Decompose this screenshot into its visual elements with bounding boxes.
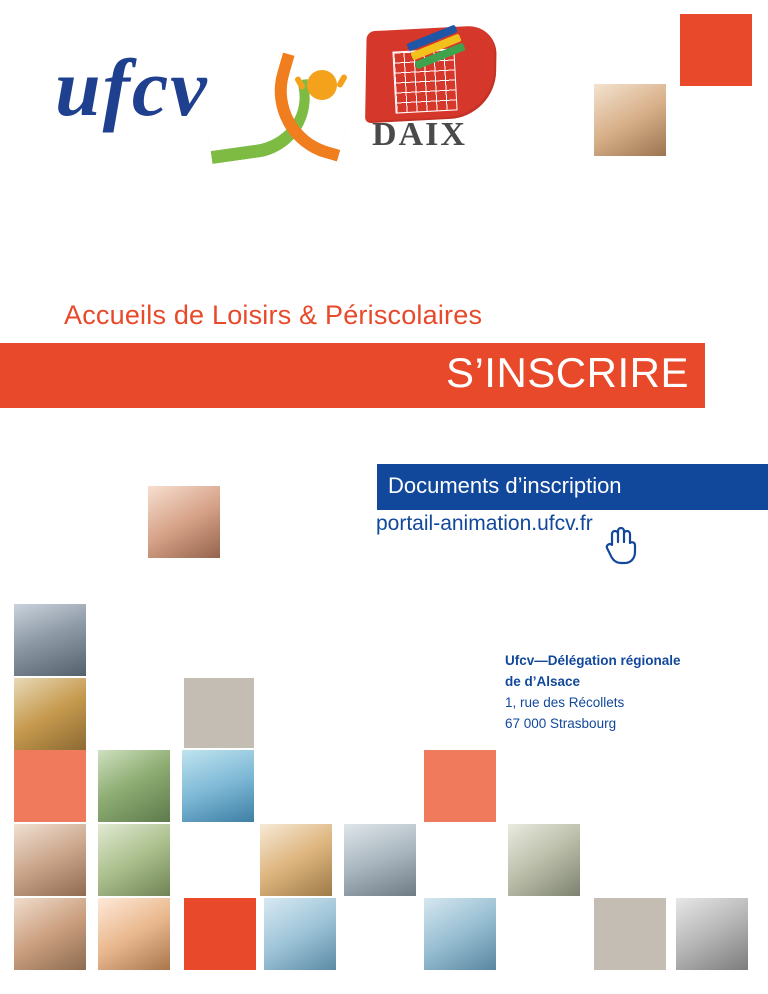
photo-toddler-paint-image: [264, 898, 336, 970]
address-line-4: 67 000 Strasbourg: [505, 716, 617, 731]
photo-children-pool-image: [182, 750, 254, 822]
photo-library-shelves-image: [260, 824, 332, 896]
photo-children-craft-image: [98, 898, 170, 970]
logo-sun-icon: [307, 70, 337, 100]
daix-label: DAIX: [372, 116, 467, 153]
photo-girl-portrait: [14, 604, 86, 676]
photo-children-craft: [98, 898, 170, 970]
square-orange-top-right: [680, 14, 752, 86]
photo-children-pool: [182, 750, 254, 822]
documents-band-label: Documents d’inscription: [388, 473, 622, 498]
square-salmon-mid: [424, 750, 496, 822]
photo-child-helmet-image: [14, 678, 86, 750]
photo-girl-smiling-image: [14, 824, 86, 896]
square-grey-bottom: [594, 898, 666, 970]
photo-seniors-reading-image: [344, 824, 416, 896]
photo-girl-smiling: [14, 824, 86, 896]
photo-girl-portrait-image: [14, 604, 86, 676]
square-salmon-left: [14, 750, 86, 822]
photo-family-beach: [676, 898, 748, 970]
headline-banner: [0, 343, 705, 408]
address-line-2: de d’Alsace: [505, 674, 581, 689]
portal-url-link[interactable]: portail-animation.ufcv.fr: [376, 512, 593, 535]
photo-toddler-paint: [264, 898, 336, 970]
page-title: Accueils de Loisirs & Périscolaires: [64, 300, 483, 330]
square-grey-left-mid: [184, 678, 254, 748]
photo-senior-woman-image: [508, 824, 580, 896]
address-line-1: Ufcv—Délégation régionale: [505, 653, 681, 668]
daix-emblem: [360, 28, 510, 158]
photo-family-beach-image: [676, 898, 748, 970]
photo-child-workshop: [14, 898, 86, 970]
photo-senior-woman: [508, 824, 580, 896]
photo-kids-drawing-image: [98, 824, 170, 896]
hand-cursor-icon: [604, 527, 638, 563]
photo-painted-hand-image: [148, 486, 220, 558]
photo-children-eating-image: [594, 84, 666, 156]
documents-band: [377, 464, 768, 510]
photo-children-holding-image: [424, 898, 496, 970]
address-line-3: 1, rue des Récollets: [505, 695, 625, 710]
photo-children-eating: [594, 84, 666, 156]
address-block: [505, 650, 745, 734]
photo-children-holding: [424, 898, 496, 970]
ufcv-logo-text: ufcv: [55, 42, 209, 133]
photo-child-running: [98, 750, 170, 822]
photo-child-running-image: [98, 750, 170, 822]
photo-child-helmet: [14, 678, 86, 750]
photo-kids-drawing: [98, 824, 170, 896]
photo-painted-hand: [148, 486, 220, 558]
photo-seniors-reading: [344, 824, 416, 896]
photo-child-workshop-image: [14, 898, 86, 970]
photo-library-shelves: [260, 824, 332, 896]
square-orange-lower: [184, 898, 256, 970]
headline-banner-text: S’INSCRIRE: [445, 349, 689, 396]
ufcv-logo: [55, 40, 325, 150]
